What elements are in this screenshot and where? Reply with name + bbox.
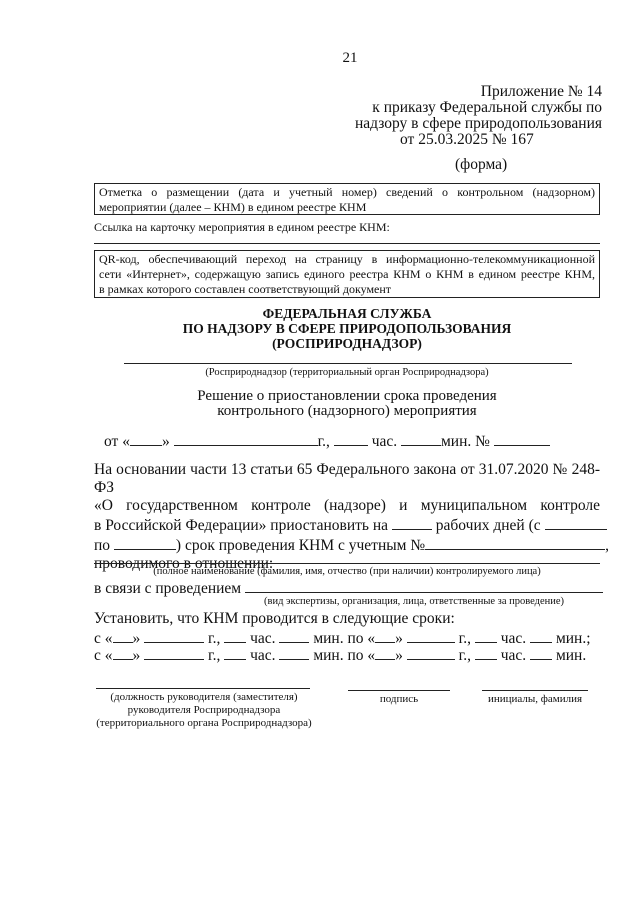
- annex-date: от 25.03.2025 № 167: [400, 131, 534, 148]
- registry-mark-line-1: Отметка о размещении (дата и учетный номер) сведений о контрольном (надзорном): [99, 185, 595, 199]
- month-field[interactable]: [174, 431, 318, 446]
- signature-line[interactable]: [348, 690, 450, 691]
- org-line-3: (РОСПРИРОДНАДЗОР): [272, 336, 422, 351]
- period-start-field[interactable]: [545, 515, 607, 530]
- controlled-person-line[interactable]: [94, 563, 600, 564]
- period-end-field[interactable]: [114, 535, 176, 550]
- body-line-1: На основании части 13 статьи 65 Федерального закона от 31.07.2020 № 248-ФЗ: [94, 461, 600, 496]
- day-field[interactable]: [130, 431, 162, 446]
- p1-day-field[interactable]: [113, 628, 133, 643]
- p1-end-day-field[interactable]: [375, 628, 395, 643]
- p2-hour-field[interactable]: [224, 645, 246, 660]
- quote-close: »: [161, 433, 170, 450]
- org-line-2: ПО НАДЗОРУ В СФЕРЕ ПРИРОДОПОЛЬЗОВАНИЯ: [182, 321, 512, 336]
- qr-line-2: сети «Интернет», содержащую запись единого реестра КНМ о КНМ в едином реестре КНМ,: [99, 267, 595, 281]
- minute-field[interactable]: [401, 431, 441, 446]
- expertise-caption: (вид экспертизы, организация, лица, ответственные за проведение): [264, 596, 565, 607]
- annex-line-3: надзору в сфере природопользования: [354, 115, 602, 132]
- period-row-1: с « » г., час. мин. по « » г., час. мин.;: [94, 630, 591, 647]
- p1-minute-field[interactable]: [279, 628, 309, 643]
- org-caption: (Росприроднадзор (территориальный орган Росприроднадзора): [205, 367, 489, 378]
- registry-link-label: Ссылка на карточку мероприятия в едином реестре КНМ:: [94, 220, 390, 234]
- form-label: (форма): [455, 156, 508, 173]
- organization-name: [94, 306, 600, 351]
- qr-line-1: QR-код, обеспечивающий переход на страницу в информационно-телекоммуникационной: [99, 252, 595, 266]
- p2-month-field[interactable]: [144, 645, 204, 660]
- title-line-2: контрольного (надзорного) мероприятия: [217, 403, 477, 419]
- signature-caption: подпись: [379, 693, 419, 705]
- expertise-field[interactable]: [245, 578, 603, 593]
- year-label: г.,: [317, 433, 330, 450]
- qr-code-box: [94, 250, 600, 298]
- establish-text: Установить, что КНМ проводится в следующие сроки:: [94, 610, 455, 627]
- number-field[interactable]: [494, 431, 550, 446]
- hour-label: час.: [371, 433, 398, 450]
- decision-body: [94, 461, 610, 573]
- p2-end-month-field[interactable]: [407, 645, 455, 660]
- body-line-3: в Российской Федерации» приостановить на рабочих дней (с: [94, 515, 600, 535]
- p1-end-minute-field[interactable]: [530, 628, 552, 643]
- position-caption-line-1: (должность руководителя (заместителя): [110, 691, 298, 703]
- registry-number-field[interactable]: [425, 535, 605, 550]
- position-sign-line[interactable]: [96, 688, 310, 689]
- hour-field[interactable]: [334, 431, 368, 446]
- period-row-2: с « » г., час. мин. по « » г., час. мин.: [94, 647, 587, 664]
- page-number: 21: [342, 50, 358, 66]
- workdays-field[interactable]: [392, 515, 432, 530]
- qr-line-3: в рамках которого составлен соответствующий документ: [99, 282, 392, 296]
- due-to-row: [94, 578, 603, 598]
- p2-day-field[interactable]: [113, 645, 133, 660]
- document-title: [94, 389, 600, 419]
- org-line-rule: [124, 363, 572, 364]
- p2-end-minute-field[interactable]: [530, 645, 552, 660]
- p2-minute-field[interactable]: [279, 645, 309, 660]
- due-to-label: в связи с проведением: [94, 580, 242, 597]
- annex-header: [355, 84, 602, 132]
- p2-end-hour-field[interactable]: [475, 645, 497, 660]
- annex-line-1: Приложение № 14: [480, 83, 602, 100]
- initials-line[interactable]: [482, 690, 588, 691]
- body-line-2: «О государственном контроле (надзоре) и муниципальном контроле: [94, 497, 600, 514]
- position-caption: [86, 691, 322, 730]
- p1-hour-field[interactable]: [224, 628, 246, 643]
- p2-end-day-field[interactable]: [375, 645, 395, 660]
- org-line-1: ФЕДЕРАЛЬНАЯ СЛУЖБА: [262, 306, 432, 321]
- controlled-person-caption: (полное наименование (фамилия, имя, отчество (при наличии) контролируемого лица): [153, 566, 541, 577]
- p1-end-hour-field[interactable]: [475, 628, 497, 643]
- annex-line-2: к приказу Федеральной службы по: [372, 99, 602, 116]
- title-line-1: Решение о приостановлении срока проведения: [197, 388, 497, 404]
- decision-date-row: [104, 431, 574, 451]
- body-line-5: проводимого в отношении:: [94, 555, 274, 572]
- registry-mark-box: [94, 183, 600, 215]
- body-line-4: по ) срок проведения КНМ с учетным № ,: [94, 537, 610, 554]
- p1-end-month-field[interactable]: [407, 628, 455, 643]
- number-label: мин. №: [441, 433, 490, 450]
- registry-link-line: [94, 243, 600, 244]
- registry-mark-line-2: мероприятии (далее – КНМ) в едином реестре КНМ: [99, 200, 367, 214]
- date-from-label: от «: [104, 433, 130, 450]
- position-caption-line-2: руководителя Росприроднадзора: [127, 704, 281, 716]
- position-caption-line-3: (территориального органа Росприроднадзора): [96, 717, 312, 729]
- p1-month-field[interactable]: [144, 628, 204, 643]
- initials-caption: инициалы, фамилия: [487, 693, 583, 705]
